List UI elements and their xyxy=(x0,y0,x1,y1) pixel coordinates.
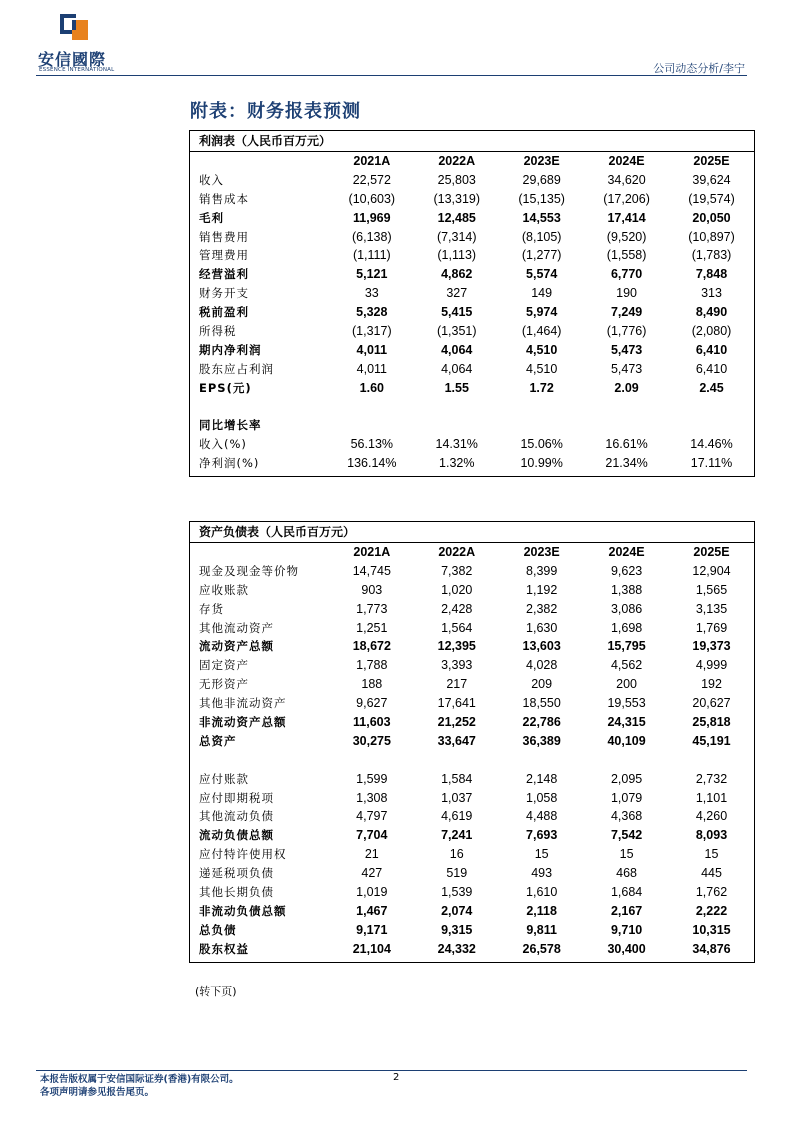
cell-value: 3,086 xyxy=(610,601,643,616)
cell-value: 1,058 xyxy=(526,790,558,805)
cell-value: 9,710 xyxy=(610,922,643,937)
cell-value: 2,382 xyxy=(526,601,558,616)
cell-value: 14,745 xyxy=(352,563,391,578)
cell-value: 2.45 xyxy=(699,380,724,395)
income-rows xyxy=(190,171,754,398)
cell-value: 5,328 xyxy=(356,305,388,320)
row-label: 非流动负债总额 xyxy=(199,903,287,918)
cell-value: 1,564 xyxy=(441,620,473,635)
cell-value: 7,693 xyxy=(526,828,558,843)
cell-value: 8,490 xyxy=(695,305,728,320)
cell-value: 468 xyxy=(616,866,638,881)
cell-value: 25,818 xyxy=(692,715,731,730)
cell-value: 188 xyxy=(361,677,383,692)
page-title: 附表：财务报表预测 xyxy=(190,101,361,122)
cell-value: 7,249 xyxy=(610,305,643,320)
cell-value: 1,630 xyxy=(526,620,558,635)
year-header: 2024E xyxy=(608,545,645,559)
cell-value: 11,603 xyxy=(353,715,391,730)
cell-value: 200 xyxy=(616,677,638,692)
balance-table-caption: 资产负债表（人民币百万元） xyxy=(190,522,754,543)
cell-value: 15,795 xyxy=(607,639,646,654)
row-label: 非流动资产总额 xyxy=(199,715,287,730)
cell-value: 4,011 xyxy=(356,361,387,376)
income-row xyxy=(190,246,754,265)
income-row xyxy=(190,284,754,303)
cell-value: (7,314) xyxy=(436,229,477,244)
cell-value: 903 xyxy=(361,582,383,597)
cell-value: 4,064 xyxy=(441,342,473,357)
income-row xyxy=(190,190,754,209)
cell-value: 30,275 xyxy=(352,733,391,748)
cell-value: 13,603 xyxy=(522,639,561,654)
cell-value: 4,510 xyxy=(526,342,558,357)
cell-value: 22,786 xyxy=(522,715,561,730)
row-label: 其他长期负债 xyxy=(199,885,274,900)
growth-row xyxy=(190,454,754,473)
cell-value: 1,565 xyxy=(695,582,728,597)
cell-value: 149 xyxy=(531,286,553,301)
cell-value: 519 xyxy=(446,866,468,881)
cell-value: 1,684 xyxy=(610,885,643,900)
income-row xyxy=(190,379,754,398)
row-label: 无形资产 xyxy=(199,677,249,692)
cell-value: (10,603) xyxy=(348,191,396,206)
cell-value: 1,539 xyxy=(441,885,473,900)
cell-value: 4,011 xyxy=(356,342,388,357)
footer-disclaimer xyxy=(40,1073,239,1099)
cell-value: 2,222 xyxy=(695,903,728,918)
cell-value: (1,776) xyxy=(606,324,647,339)
cell-value: 45,191 xyxy=(692,733,731,748)
year-header: 2021A xyxy=(353,154,391,168)
cell-value: 17,641 xyxy=(437,696,476,711)
cell-value: 40,109 xyxy=(607,733,646,748)
cell-value: 5,974 xyxy=(526,305,558,320)
cell-value: 5,415 xyxy=(441,305,473,320)
spacer-row xyxy=(190,751,754,770)
cell-value: (6,138) xyxy=(352,229,392,244)
cell-value: 10,315 xyxy=(692,922,731,937)
row-label: 应付账款 xyxy=(199,771,249,786)
cell-value: 1,308 xyxy=(356,790,388,805)
cell-value: 5,574 xyxy=(526,267,558,282)
cell-value: 4,028 xyxy=(526,658,558,673)
asset-rows xyxy=(190,562,754,751)
cell-value: 1.60 xyxy=(359,380,384,395)
cell-value: (2,080) xyxy=(691,324,732,339)
cell-value: 493 xyxy=(531,866,553,881)
cell-value: 8,093 xyxy=(695,828,728,843)
cell-value: (1,113) xyxy=(437,248,477,263)
cell-value: 7,542 xyxy=(610,828,643,843)
cell-value: 4,862 xyxy=(441,267,473,282)
cell-value: 1,037 xyxy=(441,790,473,805)
cell-value: 26,578 xyxy=(522,941,561,956)
cell-value: 1,769 xyxy=(695,620,728,635)
cell-value: (19,574) xyxy=(688,191,735,206)
liability-row xyxy=(190,883,754,902)
cell-value: 15.06% xyxy=(520,437,563,452)
cell-value: 1,610 xyxy=(526,885,558,900)
header-divider xyxy=(36,75,747,76)
cell-value: 192 xyxy=(701,677,722,692)
cell-value: 8,399 xyxy=(526,563,558,578)
cell-value: 19,553 xyxy=(607,696,646,711)
asset-row xyxy=(190,713,754,732)
cell-value: 2,428 xyxy=(441,601,473,616)
row-label: 销售成本 xyxy=(199,191,249,206)
asset-row xyxy=(190,637,754,656)
row-label: 流动负债总额 xyxy=(199,828,274,843)
year-header: 2023E xyxy=(523,545,560,559)
cell-value: 34,620 xyxy=(607,172,646,187)
asset-row xyxy=(190,694,754,713)
liability-row xyxy=(190,770,754,789)
cell-value: (1,558) xyxy=(606,248,647,263)
cell-value: 1,698 xyxy=(610,620,643,635)
cell-value: 1.32% xyxy=(439,456,475,471)
row-label: 应付即期税项 xyxy=(199,790,274,805)
asset-row xyxy=(190,600,754,619)
cell-value: 17,414 xyxy=(607,210,646,225)
cell-value: (13,319) xyxy=(433,191,481,206)
liability-row xyxy=(190,902,754,921)
cell-value: 18,550 xyxy=(522,696,561,711)
cell-value: 34,876 xyxy=(692,941,731,956)
cell-value: 14.31% xyxy=(435,437,478,452)
cell-value: 1,101 xyxy=(695,790,728,805)
cell-value: 14,553 xyxy=(522,210,561,225)
cell-value: 15 xyxy=(534,847,549,862)
cell-value: (1,317) xyxy=(352,324,392,339)
logo-english-name: ESSENCE INTERNATIONAL xyxy=(39,67,115,73)
cell-value: 4,368 xyxy=(610,809,643,824)
cell-value: 24,315 xyxy=(607,715,646,730)
cell-value: 14.46% xyxy=(690,437,733,452)
footer-statement: 各项声明请参见报告尾页。 xyxy=(40,1087,155,1098)
asset-row xyxy=(190,656,754,675)
income-row xyxy=(190,360,754,379)
cell-value: 24,332 xyxy=(437,941,476,956)
cell-value: 2,732 xyxy=(695,771,728,786)
cell-value: 20,627 xyxy=(692,696,731,711)
cell-value: 18,672 xyxy=(352,639,391,654)
cell-value: 1,773 xyxy=(356,601,388,616)
cell-value: 1.55 xyxy=(444,380,469,395)
cell-value: 17.11% xyxy=(690,456,733,471)
cell-value: 5,473 xyxy=(610,342,643,357)
cell-value: 20,050 xyxy=(692,210,731,225)
cell-value: 427 xyxy=(361,866,383,881)
cell-value: 29,689 xyxy=(522,172,561,187)
income-row xyxy=(190,322,754,341)
balance-sheet-table xyxy=(189,521,755,963)
row-label: 股东应占利润 xyxy=(199,361,274,376)
income-table-caption: 利润表（人民币百万元） xyxy=(190,131,754,152)
footer-copyright: 本报告版权属于安信国际证券(香港)有限公司。 xyxy=(40,1074,239,1085)
liability-row xyxy=(190,921,754,940)
logo-chinese-name: 安信國際 xyxy=(38,50,107,69)
row-label: 应收账款 xyxy=(199,582,249,597)
liability-row xyxy=(190,789,754,808)
row-label: 净利润(%) xyxy=(199,456,260,471)
cell-value: (15,135) xyxy=(518,191,565,206)
year-header: 2023E xyxy=(523,154,560,168)
income-row xyxy=(190,228,754,247)
row-label: 税前盈利 xyxy=(199,305,249,320)
cell-value: 6,770 xyxy=(610,267,643,282)
cell-value: 9,623 xyxy=(610,563,643,578)
cell-value: 1,467 xyxy=(356,903,388,918)
income-row xyxy=(190,303,754,322)
cell-value: (17,206) xyxy=(603,191,650,206)
cell-value: 21 xyxy=(364,847,379,862)
cell-value: 11,969 xyxy=(353,210,391,225)
cell-value: 10.99% xyxy=(520,456,563,471)
company-logo xyxy=(36,14,116,74)
income-row xyxy=(190,341,754,360)
row-label: 其他流动负债 xyxy=(199,809,274,824)
cell-value: 7,848 xyxy=(695,267,728,282)
cell-value: 136.14% xyxy=(347,456,397,471)
cell-value: 12,485 xyxy=(437,210,476,225)
continued-note: (转下页) xyxy=(195,985,237,998)
cell-value: (10,897) xyxy=(688,229,735,244)
cell-value: 4,797 xyxy=(356,809,388,824)
year-header: 2025E xyxy=(693,154,730,168)
cell-value: 22,572 xyxy=(352,172,391,187)
cell-value: 15 xyxy=(704,847,719,862)
cell-value: 2,095 xyxy=(610,771,643,786)
cell-value: 1,788 xyxy=(356,658,388,673)
cell-value: 445 xyxy=(701,866,722,881)
year-header: 2022A xyxy=(438,545,476,559)
cell-value: 12,395 xyxy=(437,639,476,654)
cell-value: 33 xyxy=(364,286,379,301)
cell-value: 5,121 xyxy=(356,267,388,282)
cell-value: 2,148 xyxy=(526,771,558,786)
cell-value: 33,647 xyxy=(437,733,476,748)
cell-value: 19,373 xyxy=(692,639,731,654)
liability-row xyxy=(190,940,754,959)
row-label: 现金及现金等价物 xyxy=(199,563,299,578)
asset-row xyxy=(190,619,754,638)
row-label: 股东权益 xyxy=(199,941,249,956)
cell-value: 209 xyxy=(531,677,553,692)
cell-value: 4,260 xyxy=(695,809,728,824)
row-label: 毛利 xyxy=(199,210,224,225)
asset-row xyxy=(190,675,754,694)
asset-row xyxy=(190,562,754,581)
cell-value: 3,393 xyxy=(441,658,473,673)
cell-value: 9,315 xyxy=(441,922,473,937)
row-label: 管理费用 xyxy=(199,248,249,263)
cell-value: 21.34% xyxy=(605,456,648,471)
cell-value: 5,473 xyxy=(610,361,643,376)
asset-row xyxy=(190,581,754,600)
income-year-header xyxy=(190,152,754,171)
row-label: 其他流动资产 xyxy=(199,620,274,635)
income-row xyxy=(190,171,754,190)
liability-row xyxy=(190,864,754,883)
year-header: 2021A xyxy=(353,545,391,559)
year-header: 2022A xyxy=(438,154,476,168)
cell-value: 9,811 xyxy=(526,922,557,937)
cell-value: 15 xyxy=(619,847,634,862)
row-label: 其他非流动资产 xyxy=(199,696,287,711)
cell-value: (1,783) xyxy=(691,248,732,263)
liability-rows xyxy=(190,770,754,959)
row-label: 所得税 xyxy=(199,324,237,339)
liability-row xyxy=(190,826,754,845)
cell-value: (1,351) xyxy=(436,324,477,339)
cell-value: 6,410 xyxy=(695,342,728,357)
growth-row xyxy=(190,435,754,454)
growth-rows xyxy=(190,435,754,473)
cell-value: 4,488 xyxy=(526,809,558,824)
liability-row xyxy=(190,807,754,826)
cell-value: 7,382 xyxy=(441,563,473,578)
cell-value: 1,762 xyxy=(695,885,728,900)
cell-value: 217 xyxy=(446,677,468,692)
cell-value: 2,074 xyxy=(441,903,473,918)
row-label: 流动资产总额 xyxy=(199,639,274,654)
row-label: 经营溢利 xyxy=(199,267,249,282)
cell-value: 21,104 xyxy=(352,941,391,956)
cell-value: 3,135 xyxy=(695,601,728,616)
cell-value: 2.09 xyxy=(614,380,639,395)
page-number: 2 xyxy=(393,1072,400,1083)
cell-value: 190 xyxy=(616,286,638,301)
cell-value: 1,599 xyxy=(356,771,388,786)
row-label: 固定资产 xyxy=(199,658,249,673)
logo-mark-icon xyxy=(60,14,88,40)
cell-value: 16.61% xyxy=(605,437,648,452)
cell-value: 39,624 xyxy=(692,172,731,187)
row-label: 财务开支 xyxy=(199,286,249,301)
cell-value: 6,410 xyxy=(695,361,728,376)
cell-value: 7,704 xyxy=(356,828,388,843)
asset-row xyxy=(190,732,754,751)
footer-divider xyxy=(36,1070,747,1071)
cell-value: 36,389 xyxy=(522,733,561,748)
row-label: 收入 xyxy=(199,172,224,187)
cell-value: 21,252 xyxy=(437,715,476,730)
cell-value: 1,019 xyxy=(356,885,388,900)
cell-value: 25,803 xyxy=(437,172,476,187)
cell-value: 12,904 xyxy=(692,563,731,578)
cell-value: 4,064 xyxy=(441,361,473,376)
row-label: 递延税项负债 xyxy=(199,866,274,881)
row-label: 期内净利润 xyxy=(199,342,262,357)
cell-value: 2,167 xyxy=(610,903,643,918)
cell-value: 1,020 xyxy=(441,582,473,597)
cell-value: 2,118 xyxy=(526,903,557,918)
row-label: EPS(元) xyxy=(199,380,252,395)
row-label: 总负债 xyxy=(199,922,237,937)
cell-value: (8,105) xyxy=(521,229,562,244)
year-header: 2024E xyxy=(608,154,645,168)
cell-value: 327 xyxy=(446,286,468,301)
cell-value: 9,171 xyxy=(356,922,388,937)
cell-value: 1,584 xyxy=(441,771,473,786)
cell-value: (1,111) xyxy=(352,248,391,263)
cell-value: 1.72 xyxy=(529,380,554,395)
income-row xyxy=(190,209,754,228)
cell-value: (1,277) xyxy=(521,248,562,263)
cell-value: 313 xyxy=(701,286,722,301)
cell-value: 16 xyxy=(449,847,464,862)
row-label: 销售费用 xyxy=(199,229,249,244)
balance-year-header xyxy=(190,543,754,562)
cell-value: 1,079 xyxy=(610,790,643,805)
row-label: 应付特许使用权 xyxy=(199,847,287,862)
cell-value: 1,251 xyxy=(356,620,388,635)
row-label: 存货 xyxy=(199,601,224,616)
spacer-row xyxy=(190,398,754,417)
row-label: 收入(%) xyxy=(199,437,247,452)
report-type-label: 公司动态分析/李宁 xyxy=(653,62,745,75)
cell-value: 1,388 xyxy=(610,582,643,597)
cell-value: 4,999 xyxy=(695,658,728,673)
row-label: 总资产 xyxy=(199,733,237,748)
cell-value: 9,627 xyxy=(356,696,388,711)
cell-value: 56.13% xyxy=(350,437,394,452)
cell-value: 4,562 xyxy=(610,658,643,673)
income-statement-table xyxy=(189,130,755,477)
cell-value: 4,510 xyxy=(526,361,558,376)
growth-section-title: 同比增长率 xyxy=(199,418,262,433)
cell-value: (1,464) xyxy=(521,324,562,339)
year-header: 2025E xyxy=(693,545,730,559)
liability-row xyxy=(190,845,754,864)
cell-value: 1,192 xyxy=(526,582,558,597)
income-row xyxy=(190,265,754,284)
cell-value: 7,241 xyxy=(441,828,473,843)
cell-value: 4,619 xyxy=(441,809,473,824)
cell-value: (9,520) xyxy=(606,229,647,244)
cell-value: 30,400 xyxy=(607,941,646,956)
